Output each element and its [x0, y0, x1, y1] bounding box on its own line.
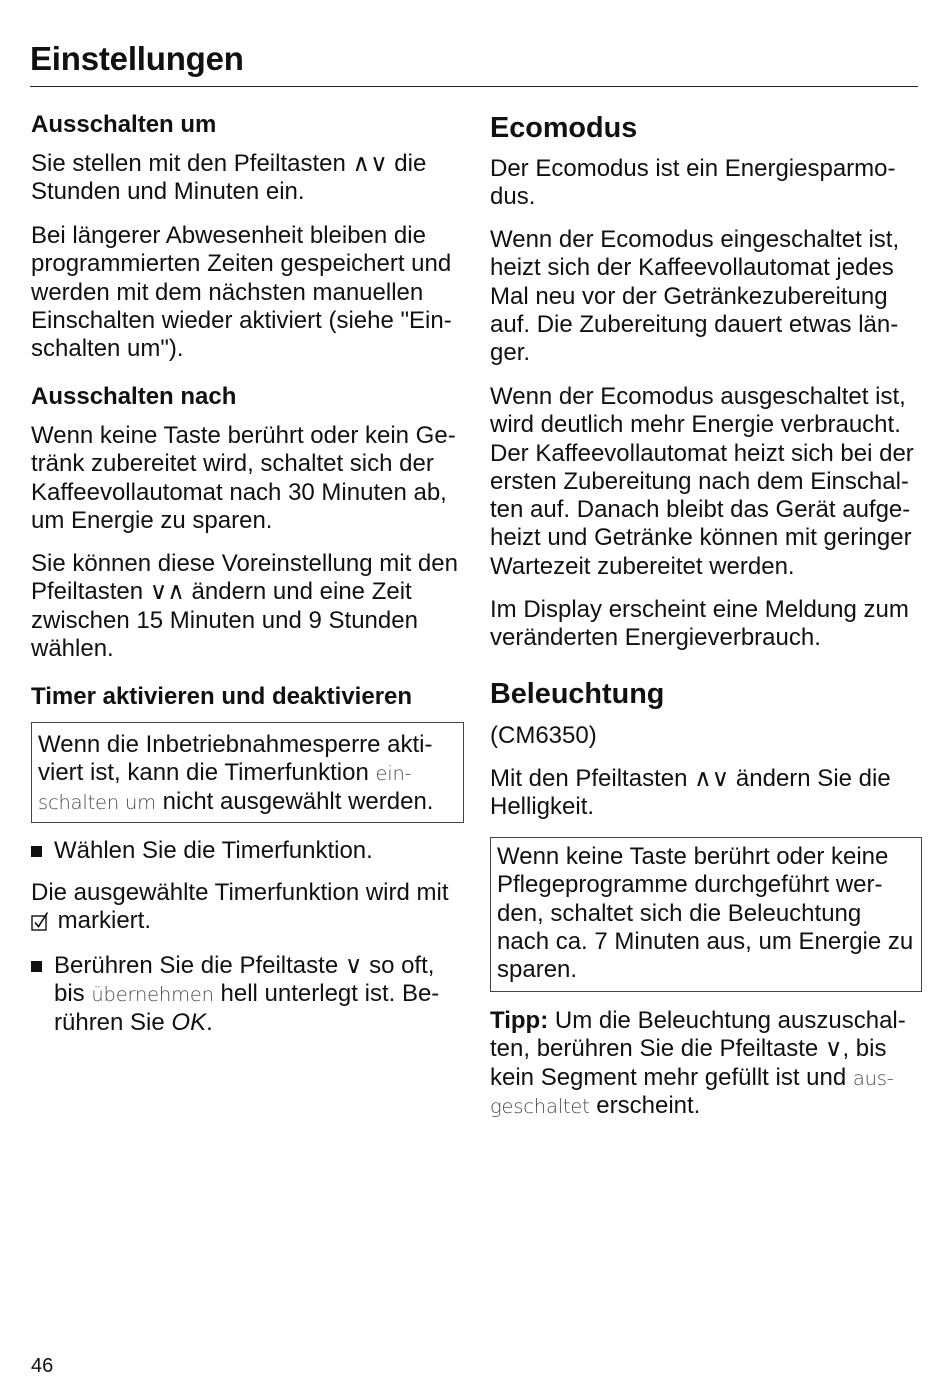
- text-line: [490, 1064, 906, 1092]
- text-run: viert ist, kann die Timerfunktion: [38, 759, 376, 787]
- text-line: Helligkeit.: [490, 793, 595, 821]
- text-line: Wartezeit zubereitet werden.: [490, 552, 795, 580]
- text-line: Wenn die Inbetriebnahmesperre akti-: [38, 731, 433, 758]
- paragraph-ecomodus-2: [490, 226, 899, 367]
- text-line: ger.: [490, 339, 531, 367]
- text-run: Um die Beleuchtung auszuschal-: [548, 1007, 906, 1034]
- text-line: Mit den Pfeiltasten ∧∨ ändern Sie die: [490, 765, 891, 792]
- instruction-step-2: [54, 952, 439, 1037]
- text-line: [490, 1007, 906, 1035]
- text-line: den, schaltet sich die Beleuchtung: [497, 899, 862, 927]
- text-line: Wenn der Ecomodus ausgeschaltet ist,: [490, 383, 906, 410]
- bullet-square-icon: [31, 961, 42, 972]
- text-line: Die ausgewählte Timerfunktion wird mit: [31, 879, 449, 906]
- text-line: heizt sich der Kaffeevollautomat jedes: [490, 254, 894, 282]
- text-run: nicht ausgewählt werden.: [155, 787, 434, 815]
- paragraph-ecomodus-4: [490, 596, 909, 653]
- text-line: Stunden und Minuten ein.: [31, 178, 305, 206]
- paragraph-ausschalten-nach-details: [31, 550, 458, 663]
- text-line: wählen.: [31, 634, 114, 662]
- text-line: Wählen Sie die Timerfunktion.: [54, 837, 373, 864]
- display-text-ausgeschaltet: aus-: [852, 1066, 894, 1090]
- text-line: werden mit dem nächsten manuellen: [31, 278, 424, 306]
- text-line: Pfeiltasten ∨∧ ändern und eine Zeit: [31, 578, 412, 606]
- result-text: [31, 879, 449, 936]
- display-text-einschalten-um: ein-: [375, 762, 412, 786]
- text-run: markiert.: [51, 907, 152, 935]
- text-line: Wenn keine Taste berührt oder kein Ge-: [31, 422, 456, 449]
- bullet-square-icon: [31, 846, 42, 857]
- display-text-einschalten-um: schalten um: [38, 790, 156, 814]
- text-line: Mal neu vor der Getränkezubereitung: [490, 282, 888, 310]
- text-line: Wenn der Ecomodus eingeschaltet ist,: [490, 226, 900, 253]
- text-line: Der Ecomodus ist ein Energiesparmo-: [490, 155, 896, 182]
- right-column: [490, 0, 925, 1379]
- text-line: sparen.: [497, 956, 578, 984]
- text-line: Im Display erscheint eine Meldung zum: [490, 596, 909, 623]
- text-line: [54, 980, 439, 1008]
- text-line: um Energie zu sparen.: [31, 506, 273, 534]
- display-text-uebernehmen: übernehmen: [91, 983, 214, 1007]
- text-line: ersten Zubereitung nach dem Einschal-: [490, 467, 909, 495]
- heading-ecomodus: Ecomodus: [490, 112, 638, 144]
- text-line: ten, berühren Sie die Pfeiltaste ∨, bis: [490, 1035, 887, 1063]
- text-line: [38, 759, 433, 787]
- tip-label: Tipp:: [490, 1007, 549, 1034]
- text-line: wird deutlich mehr Energie verbraucht.: [490, 411, 901, 439]
- text-run: kein Segment mehr gefüllt ist und: [490, 1063, 853, 1091]
- text-line: Wenn keine Taste berührt oder keine: [497, 843, 889, 870]
- ok-key-label: OK: [171, 1008, 207, 1036]
- text-run: hell unterlegt ist. Be-: [213, 980, 440, 1008]
- paragraph-ausschalten-um-intro: [31, 150, 426, 207]
- text-run: erscheint.: [589, 1091, 701, 1119]
- paragraph-ausschalten-nach-intro: [31, 422, 456, 535]
- text-line: Sie können diese Voreinstellung mit den: [31, 550, 458, 577]
- text-line: [490, 1092, 906, 1120]
- checkbox-checked-svg: [31, 910, 51, 932]
- text-line: Pflegeprogramme durchgeführt wer-: [497, 871, 883, 899]
- left-column: [31, 0, 466, 1379]
- text-line: dus.: [490, 183, 536, 211]
- text-line: schalten um").: [31, 335, 184, 363]
- text-line: Der Kaffeevollautomat heizt sich bei der: [490, 439, 914, 467]
- text-line: Bei längerer Abwesenheit bleiben die: [31, 222, 426, 249]
- heading-beleuchtung: Beleuchtung: [490, 678, 665, 710]
- note-box-beleuchtung: [490, 837, 922, 992]
- heading-ausschalten-nach: Ausschalten nach: [31, 383, 237, 410]
- checkbox-checked-icon: [31, 910, 51, 932]
- paragraph-ecomodus-3: [490, 383, 914, 581]
- text-line: Berühren Sie die Pfeiltaste ∨ so oft,: [54, 952, 435, 979]
- model-label: [490, 722, 597, 750]
- paragraph-ausschalten-um-details: [31, 222, 452, 363]
- paragraph-beleuchtung: [490, 765, 891, 822]
- page-number: 46: [31, 1355, 54, 1377]
- heading-ausschalten-um: Ausschalten um: [31, 111, 217, 138]
- text-line: auf. Die Zubereitung dauert etwas län-: [490, 310, 899, 338]
- text-line: [54, 1009, 439, 1037]
- text-line: Sie stellen mit den Pfeiltasten ∧∨ die: [31, 150, 427, 177]
- text-line: nach ca. 7 Minuten aus, um Energie zu: [497, 927, 914, 955]
- text-line: [31, 907, 449, 935]
- text-line: Einschalten wieder aktiviert (siehe "Ein-: [31, 306, 452, 334]
- text-line: ten auf. Danach bleibt das Gerät aufge-: [490, 496, 911, 524]
- paragraph-ecomodus-1: [490, 155, 896, 212]
- note-text: [497, 843, 913, 984]
- text-line: (CM6350): [490, 722, 597, 749]
- display-text-ausgeschaltet: geschaltet: [490, 1094, 590, 1118]
- text-run: rühren Sie: [54, 1008, 172, 1036]
- tip-paragraph: [490, 1007, 906, 1120]
- text-line: Kaffeevollautomat nach 30 Minuten ab,: [31, 478, 447, 506]
- text-line: heizt und Getränke können mit geringer: [490, 524, 912, 552]
- text-run: bis: [54, 980, 92, 1008]
- heading-timer: Timer aktivieren und deaktivieren: [31, 683, 413, 710]
- note-box-timer: [31, 722, 464, 823]
- text-line: [38, 788, 433, 816]
- instruction-step-1: [54, 837, 373, 865]
- text-line: tränk zubereitet wird, schaltet sich der: [31, 450, 434, 478]
- text-run: .: [206, 1008, 213, 1036]
- text-line: veränderten Energieverbrauch.: [490, 624, 821, 652]
- text-line: zwischen 15 Minuten und 9 Stunden: [31, 606, 418, 634]
- page-title: Einstellungen: [30, 40, 244, 77]
- text-line: programmierten Zeiten gespeichert und: [31, 250, 452, 278]
- note-text: [38, 731, 433, 816]
